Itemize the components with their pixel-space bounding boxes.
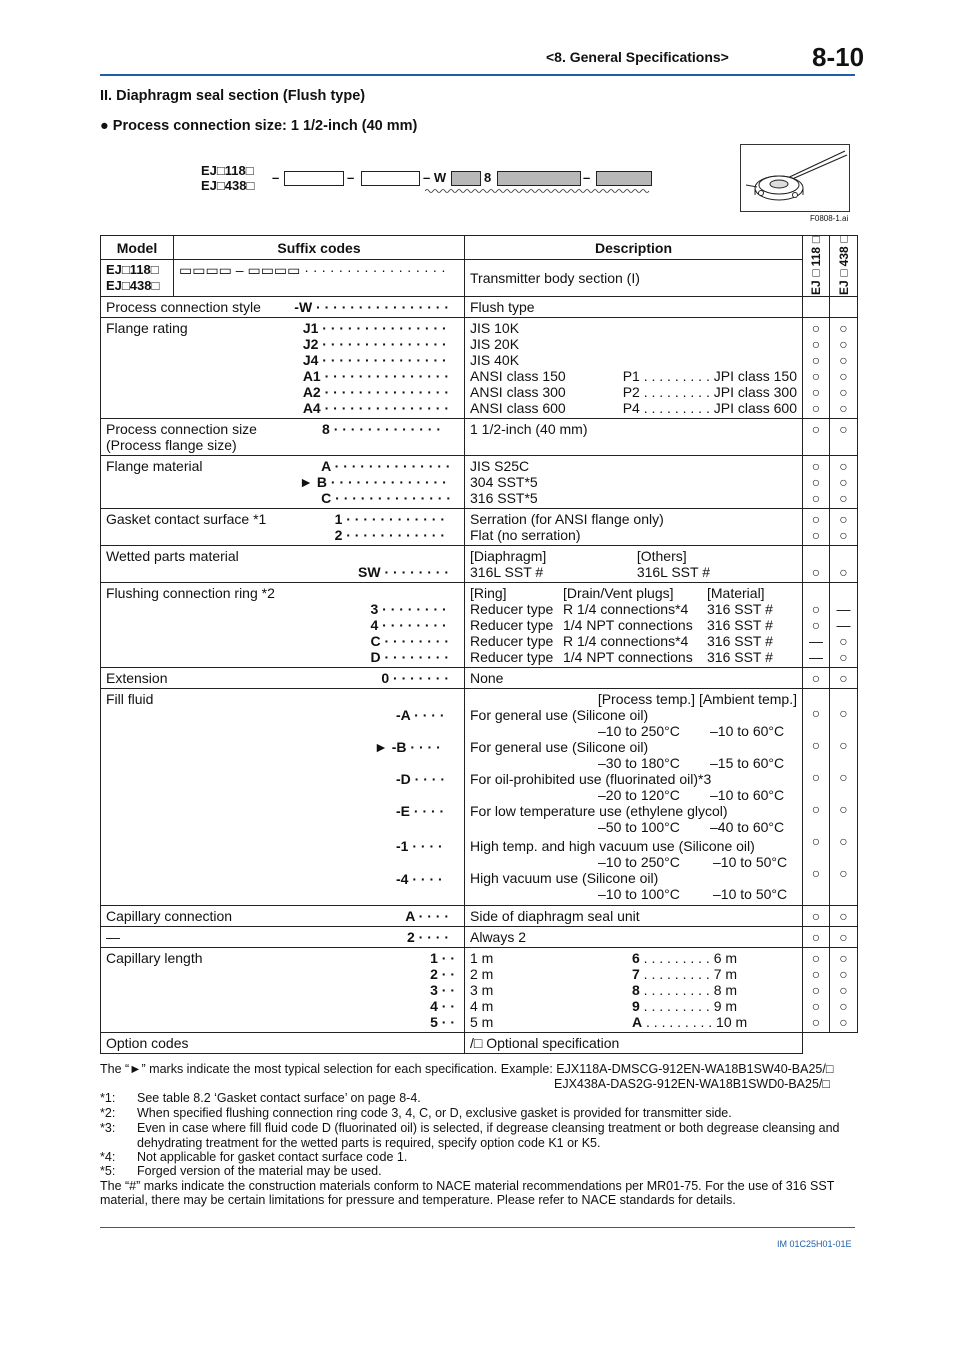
desc-line: 3 m (470, 982, 494, 998)
ambient-temp: –15 to 60°C (710, 755, 785, 771)
code-1: 1 · · (430, 950, 455, 966)
alt-desc: 9 m (713, 998, 738, 1014)
desc-line: Serration (for ANSI flange only) (470, 511, 664, 527)
chapter-header: <8. General Specifications> (546, 49, 729, 65)
code-box-shaded (497, 171, 581, 186)
footnote-text: When specified flushing connection ring code 3, 4, C, or D, exclusive gasket is provided for transmitter side. (137, 1106, 732, 1120)
table-row: Fill fluid -A · · · · ► -B · · · · -D · · · · -E · · · · -1 · · · · -4 · · · · [Process temp.] [Ambient temp.] For general use (Silicone oil) –10 to 250°C –10 to 60°C For general use (Silicone oil) –30 to 180°C –15 to 60°C For oil-prohibited use (fluorinated oil)*3 –20 to 120°C –10 to 60°C For low temperature use (ethylene glycol) –50 to 100°C –40 to 60°C High temp. and high vacuum use (Silicone oil) –10 to 250°C –10 to 50°C High vacuum use (Silicone oil) –10 to 100°C –10 to 50°C ○ ○ ○ ○ ○ ○ ○ ○ ○ ○ ○ ○ (101, 689, 858, 906)
row-codes: 0 · · · · · · · (381, 670, 449, 686)
row-label: Flange rating (106, 320, 188, 336)
desc-line: JIS S25C (470, 458, 530, 474)
table-row (101, 297, 858, 318)
alt-code: A (632, 1014, 643, 1030)
example-2: EJX438A-DAS2G-912EN-WA18B1SWD0-BA25/□ (554, 1077, 830, 1091)
code-E: -E · · · · (396, 803, 445, 819)
footnote-key: *1: (100, 1091, 116, 1105)
desc-cell: 316 SST # (707, 649, 773, 665)
mark-cell: ○ ○ ○ ○ ○ ○ (803, 318, 830, 419)
page-number: 8-10 (812, 42, 865, 72)
desc-line: JIS 10K (470, 320, 520, 336)
code-3: 3 · · · · · · · · (370, 601, 447, 617)
desc-line: 4 m (470, 998, 494, 1014)
body-suffix: ▭▭▭▭ – ▭▭▭▭ · · · · · · · · · · · · · · · · · (174, 260, 465, 297)
row-label: Process connection style (106, 299, 261, 315)
desc-line: 2 m (470, 966, 494, 982)
process-temp: –10 to 250°C (598, 723, 680, 739)
col-header-description: Description (465, 236, 803, 260)
desc-line: ANSI class 300 (470, 384, 566, 400)
code-4: -4 · · · · (396, 871, 443, 887)
table-row: Capillary length 1 · · 2 · · 3 · · 4 · · 5 · · 1 m 2 m 3 m 4 m 5 m 6 . . . . . . . . . 6 m 7 . . . . . . . . . 7 m 8 . . . . . . . . . 8 m 9 . . . . . . . . . 9 m A . . . . . . . . . 10 m ○ ○ ○ ○ ○ ○ ○ ○ ○ ○ (101, 948, 858, 1033)
row-label: Gasket contact surface *1 (106, 511, 267, 527)
code-A4: A4 · · · · · · · · · · · · · · · (302, 400, 449, 416)
ambient-temp: –40 to 60°C (710, 819, 785, 835)
code-D: D · · · · · · · · (370, 649, 449, 665)
code-C: C · · · · · · · · (370, 633, 449, 649)
desc-cell: R 1/4 connections*4 (563, 633, 689, 649)
table-row: Capillary connection A · · · · Side of diaphragm seal unit ○ ○ (101, 906, 858, 927)
row-codes: 8 · · · · · · · · · · · · · (322, 421, 441, 437)
row-label: Fill fluid (106, 691, 154, 707)
desc-cell: 1/4 NPT connections (563, 649, 693, 665)
row-label: Wetted parts material (106, 548, 239, 564)
col-header-model: Model (101, 236, 174, 260)
diaphragm-seal-figure (740, 144, 850, 212)
code-4: 4 · · · · · · · · (370, 617, 447, 633)
footnote-key: *5: (100, 1164, 116, 1178)
subsection-title: ● Process connection size: 1 1/2-inch (40 mm) (100, 118, 418, 134)
code-2: 2 · · · · · · · · · · · · (334, 527, 445, 543)
desc-line: 304 SST*5 (470, 474, 538, 490)
row-label: Process connection size (Process flange size) (106, 421, 257, 453)
desc-line: Flat (no serration) (470, 527, 581, 543)
desc-cell: Reducer type (470, 633, 554, 649)
desc-cell: 316 SST # (707, 633, 773, 649)
col-header-suffix: Suffix codes (174, 236, 465, 260)
spec-table (100, 232, 858, 1054)
table-row: Flushing connection ring *2 3 · · · · · · · · 4 · · · · · · · · C · · · · · · · · D · · · · · · · · [Ring] [Drain/Vent plugs] [Material] Reducer type R 1/4 connections*4 316 SST # Reducer type 1/4 NPT connections 316 SST # Reducer type R 1/4 connections*4 316 SST # Reducer type 1/4 NPT connections 316 SST # ○ ○ — — — — ○ ○ (101, 583, 858, 668)
row-codes: A · · · · (405, 908, 449, 924)
code-J1: J1 · · · · · · · · · · · · · · · (302, 320, 447, 336)
code-box-shaded (596, 171, 652, 186)
body-model: EJ□118□ EJ□438□ (101, 260, 174, 297)
desc-line: P4 . . . . . . . . . JPI class 600 (622, 400, 797, 416)
table-row: — 2 · · · · Always 2 ○ ○ (101, 927, 858, 948)
code-C: C · · · · · · · · · · · · · · (321, 490, 451, 506)
footnote-key: *3: (100, 1121, 116, 1135)
desc-line: For low temperature use (ethylene glycol) (470, 803, 728, 819)
code-eight: 8 (484, 170, 492, 185)
nace-note-1: The “#” marks indicate the construction materials conform to NACE material recommendations per MR01-75. For the use of 316 SST (100, 1179, 835, 1193)
typical-arrow-icon: ► (299, 474, 317, 490)
table-row: Wetted parts material SW · · · · · · · · [Diaphragm] 316L SST # [Others] 316L SST # ○ ○ (101, 546, 858, 583)
desc-line: 316 SST*5 (470, 490, 538, 506)
fill-head: [Process temp.] [Ambient temp.] (597, 691, 797, 707)
diaphragm-seal-icon (741, 145, 849, 211)
process-temp: –50 to 100°C (598, 819, 680, 835)
footnote-key: *4: (100, 1150, 116, 1164)
header-rule (100, 74, 855, 76)
row-codes: SW · · · · · · · · (358, 564, 449, 580)
desc-line: [Diaphragm] (470, 548, 547, 564)
code-D: -D · · · · (396, 771, 445, 787)
footnote-text: dehydrating treatment for the wetted parts is required, specify option code K1 or K5. (137, 1136, 601, 1150)
alt-desc: 10 m (716, 1014, 748, 1030)
desc-line: ANSI class 150 (470, 368, 566, 384)
ambient-temp: –10 to 50°C (713, 854, 788, 870)
row-desc: 1 1/2-inch (40 mm) (465, 419, 803, 456)
figure-caption: F0808-1.ai (810, 214, 849, 223)
desc-cell: 1/4 NPT connections (563, 617, 693, 633)
desc-cell: Reducer type (470, 649, 554, 665)
code-box (284, 171, 344, 186)
desc-line: JIS 40K (470, 352, 520, 368)
model-code-1: EJ□118□ (201, 163, 254, 178)
code-A2: A2 · · · · · · · · · · · · · · · (302, 384, 449, 400)
typical-note: The “►” marks indicate the most typical selection for each specification. Example: EJX118A-DMSCG-912EN-WA18B1SW40-BA25/□ (100, 1062, 834, 1076)
desc-line: For general use (Silicone oil) (470, 707, 649, 723)
row-desc: /□ Optional specification (465, 1033, 803, 1054)
footnote-text: Not applicable for gasket contact surface code 1. (137, 1150, 408, 1164)
col-plugs: [Drain/Vent plugs] (563, 585, 674, 601)
alt-code: 9 (632, 998, 640, 1014)
footnote-text: See table 8.2 ‘Gasket contact surface’ on page 8-4. (137, 1091, 421, 1105)
row-label: Flange material (106, 458, 203, 474)
code-A1: A1 · · · · · · · · · · · · · · · (302, 368, 449, 384)
code-1: 1 · · · · · · · · · · · · (334, 511, 445, 527)
row-desc: Flush type (465, 297, 803, 318)
desc-cell: R 1/4 connections*4 (563, 601, 689, 617)
typical-arrow-icon: ► (374, 739, 392, 755)
desc-line: ANSI class 600 (470, 400, 566, 416)
code-2: 2 · · (430, 966, 455, 982)
row-label: Capillary length (106, 950, 203, 966)
desc-cell: 316 SST # (707, 617, 773, 633)
desc-line: 316L SST # (636, 564, 710, 580)
table-row (101, 1033, 858, 1054)
row-codes: 2 · · · · (407, 929, 449, 945)
body-description: Transmitter body section (I) (465, 260, 803, 297)
desc-line: High temp. and high vacuum use (Silicone oil) (470, 838, 755, 854)
footnote-key: *2: (100, 1106, 116, 1120)
desc-cell: 316 SST # (707, 601, 773, 617)
w-label: – W (423, 170, 447, 185)
mark-cell: ○ ○ ○ ○ ○ ○ (830, 318, 858, 419)
alt-code: 8 (632, 982, 640, 998)
desc-cell: Reducer type (470, 617, 554, 633)
code-B: B · · · · · · · · · · · · · · (316, 474, 447, 490)
row-label: Option codes (101, 1033, 465, 1054)
col-header-ej438: EJ□438□ (836, 232, 851, 295)
desc-line: For general use (Silicone oil) (470, 739, 649, 755)
desc-line: For oil-prohibited use (fluorinated oil)*3 (470, 771, 712, 787)
row-desc: None (465, 668, 803, 689)
code-J4: J4 · · · · · · · · · · · · · · · (302, 352, 447, 368)
desc-line: P1 . . . . . . . . . JPI class 150 (622, 368, 797, 384)
section-title: II. Diaphragm seal section (Flush type) (100, 88, 366, 104)
row-desc: Always 2 (465, 927, 803, 948)
model-code-2: EJ□438□ (201, 178, 255, 193)
row-codes: -W · · · · · · · · · · · · · · · · (294, 299, 449, 315)
ambient-temp: –10 to 50°C (713, 886, 788, 902)
process-temp: –10 to 250°C (598, 854, 680, 870)
process-temp: –20 to 120°C (598, 787, 680, 803)
code-box-shaded (451, 171, 481, 186)
row-label: Capillary connection (106, 908, 233, 924)
row-desc: Side of diaphragm seal unit (465, 906, 803, 927)
ambient-temp: –10 to 60°C (710, 723, 785, 739)
code-box (361, 171, 420, 186)
alt-desc: 6 m (713, 950, 738, 966)
desc-line: High vacuum use (Silicone oil) (470, 870, 659, 886)
footnote-text: Forged version of the material may be used. (137, 1164, 382, 1178)
code-5: 5 · · (430, 1014, 455, 1030)
alt-code: 7 (632, 966, 640, 982)
footnote-text: Even in case where fill fluid code D (fluorinated oil) is selected, if degrease cleansing treatment or both degrease cleansing and (137, 1121, 840, 1135)
nace-note-2: material, there may be certain limitations for pressure and temperature. Please refer to NACE standards for details. (100, 1193, 736, 1207)
desc-line: 316L SST # (470, 564, 544, 580)
code-B: -B · · · · (391, 739, 441, 755)
code-4: 4 · · (430, 998, 455, 1014)
col-material: [Material] (707, 585, 765, 601)
ambient-temp: –10 to 60°C (710, 787, 785, 803)
table-row: Flange material A · · · · · · · · · · · · · · ► B · · · · · · · · · · · · · · C · · · · · · · · · · · · · · JIS S25C 304 SST*5 316 SST*5 ○ ○ ○ ○ ○ ○ (101, 456, 858, 509)
table-row: Gasket contact surface *1 1 · · · · · · · · · · · · 2 · · · · · · · · · · · · Serration (for ANSI flange only) Flat (no serration) ○ ○ ○ ○ (101, 509, 858, 546)
table-row (101, 318, 858, 419)
code-A: -A · · · · (396, 707, 445, 723)
row-label: Extension (106, 670, 168, 686)
desc-line: JIS 20K (470, 336, 520, 352)
row-label: Flushing connection ring *2 (106, 585, 275, 601)
table-header-row (101, 236, 858, 260)
alt-desc: 8 m (713, 982, 738, 998)
desc-cell: Reducer type (470, 601, 554, 617)
alt-code: 6 (632, 950, 640, 966)
alt-desc: 7 m (713, 966, 738, 982)
table-row: Process connection size (Process flange size) 8 · · · · · · · · · · · · · 1 1/2-inch (40 mm) ○ ○ (101, 419, 858, 456)
code-A: A · · · · · · · · · · · · · · (321, 458, 451, 474)
process-temp: –10 to 100°C (598, 886, 680, 902)
desc-line: [Others] (636, 548, 687, 564)
code-3: 3 · · (430, 982, 455, 998)
table-row (101, 260, 858, 297)
col-header-ej118: EJ□118□ (809, 232, 823, 295)
code-1: -1 · · · · (396, 838, 443, 854)
desc-line: P2 . . . . . . . . . JPI class 300 (622, 384, 797, 400)
footer-rule (100, 1227, 855, 1228)
col-ring: [Ring] (470, 585, 507, 601)
code-J2: J2 · · · · · · · · · · · · · · · (302, 336, 447, 352)
wavy-underline (425, 188, 651, 194)
desc-line: 1 m (470, 950, 494, 966)
doc-id: IM 01C25H01-01E (777, 1239, 852, 1249)
process-temp: –30 to 180°C (598, 755, 680, 771)
table-row: Extension 0 · · · · · · · None ○ ○ (101, 668, 858, 689)
row-label: — (106, 929, 120, 945)
desc-line: 5 m (470, 1014, 494, 1030)
